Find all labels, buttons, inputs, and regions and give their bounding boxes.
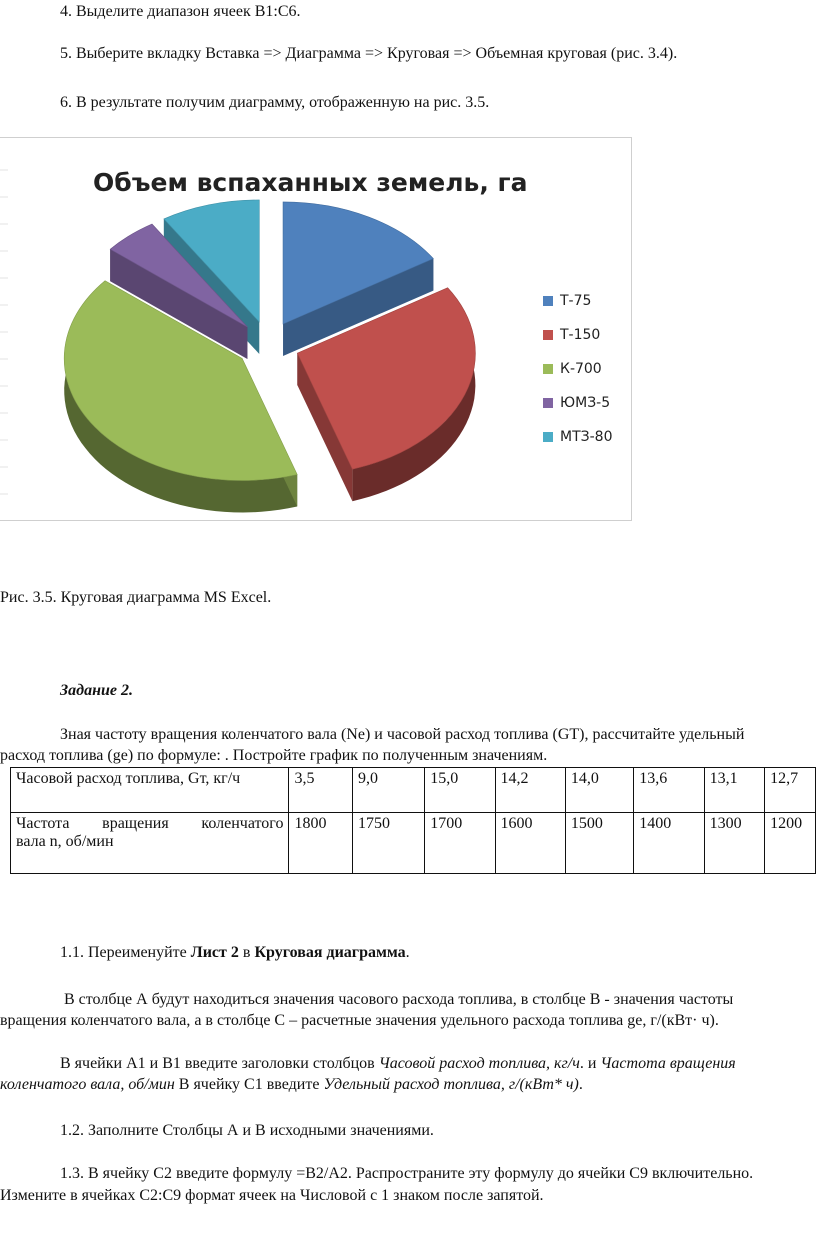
para-headers-h: . (578, 1076, 583, 1093)
step-1-2: 1.2. Заполните Столбцы А и В исходными значениями. (60, 1122, 434, 1139)
pie-chart (0, 0, 816, 560)
para-headers-line1 (60, 1055, 736, 1073)
chart-title: Объем вспаханных земель, га (93, 168, 528, 197)
legend-swatch (543, 296, 553, 306)
para-headers-c: . и (579, 1055, 601, 1072)
step-1-1 (60, 944, 410, 962)
legend-label: К-700 (560, 361, 602, 377)
legend-swatch (543, 398, 553, 408)
table-cell: 9,0 (352, 768, 424, 813)
legend-item (543, 352, 612, 386)
para-columns-line1: В столбце А будут находиться значения часового расхода топлива, в столбце В - значения частоты (64, 991, 734, 1008)
task-title: Задание 2. (60, 682, 133, 699)
legend-label: Т-75 (560, 293, 592, 309)
task-text-line1: Зная частоту вращения коленчатого вала (Ne) и часовой расход топлива (GT), рассчитайте удельный (60, 726, 745, 743)
new-sheet-name: Круговая диаграмма (254, 944, 406, 961)
step-1-3-line1: 1.3. В ячейку С2 введите формулу =B2/A2. Распространите эту формулу до ячейки С9 включительно. (60, 1165, 754, 1182)
table-cell: 1700 (425, 813, 495, 874)
step-1-1-end: . (405, 944, 410, 961)
legend-item (543, 386, 612, 420)
table-row (11, 768, 816, 813)
data-table (10, 767, 816, 874)
chart-legend (543, 284, 612, 454)
para-headers-b: Часовой расход топлива, кг/ч (378, 1055, 580, 1072)
para-headers-f: В ячейку С1 введите (174, 1076, 324, 1093)
step-5: 5. Выберите вкладку Вставка => Диаграмма => Круговая => Объемная круговая (рис. 3.4). (60, 45, 678, 62)
step-1-1-prefix: 1.1. Переименуйте (60, 944, 191, 961)
para-columns-line2: вращения коленчатого вала, а в столбце С – расчетные значения удельного расхода топлива ge, г/(кВт· ч). (0, 1012, 719, 1029)
para-headers-line2 (0, 1076, 583, 1094)
sheet-name: Лист 2 (190, 944, 239, 961)
legend-swatch (543, 364, 553, 374)
legend-item (543, 420, 612, 454)
table-cell: 3,5 (289, 768, 352, 813)
table-cell: 1200 (765, 813, 816, 874)
table-cell: 1750 (352, 813, 424, 874)
para-headers-d: Частота вращения (600, 1055, 736, 1072)
para-headers-g: Удельный расход топлива, г/(кВт* ч) (323, 1076, 579, 1093)
table-cell: 1600 (495, 813, 565, 874)
table-cell: 1500 (565, 813, 633, 874)
legend-label: Т-150 (560, 327, 601, 343)
legend-item (543, 318, 612, 352)
legend-swatch (543, 432, 553, 442)
step-1-1-mid: в (238, 944, 255, 961)
table-cell: 12,7 (765, 768, 816, 813)
legend-item (543, 284, 612, 318)
row-header: Часовой расход топлива, Gт, кг/ч (11, 768, 289, 813)
legend-label: МТЗ-80 (560, 429, 613, 445)
table-cell: 13,6 (634, 768, 704, 813)
step-6: 6. В результате получим диаграмму, отображенную на рис. 3.5. (60, 94, 490, 111)
table-row (11, 813, 816, 874)
table-cell: 1800 (289, 813, 352, 874)
task-text-line2: расход топлива (ge) по формуле: . Постройте график по полученным значениям. (0, 747, 548, 764)
legend-swatch (543, 330, 553, 340)
table-cell: 1300 (704, 813, 765, 874)
row-header-line: вала n, об/мин (16, 833, 114, 850)
legend-label: ЮМЗ-5 (560, 395, 611, 411)
figure-caption: Рис. 3.5. Круговая диаграмма MS Excel. (0, 589, 272, 606)
step-1-3-line2: Измените в ячейках С2:С9 формат ячеек на Числовой с 1 знаком после запятой. (0, 1187, 544, 1204)
row-header (11, 813, 289, 874)
para-headers-a: В ячейки А1 и В1 введите заголовки столбцов (60, 1055, 379, 1072)
table-cell: 14,2 (495, 768, 565, 813)
table-cell: 1400 (634, 813, 704, 874)
table-cell: 14,0 (565, 768, 633, 813)
row-header-line: Частота вращения коленчатого (16, 815, 284, 832)
table-cell: 15,0 (425, 768, 495, 813)
table-cell: 13,1 (704, 768, 765, 813)
para-headers-e: коленчатого вала, об/мин (0, 1076, 175, 1093)
step-4: 4. Выделите диапазон ячеек B1:C6. (60, 3, 301, 20)
